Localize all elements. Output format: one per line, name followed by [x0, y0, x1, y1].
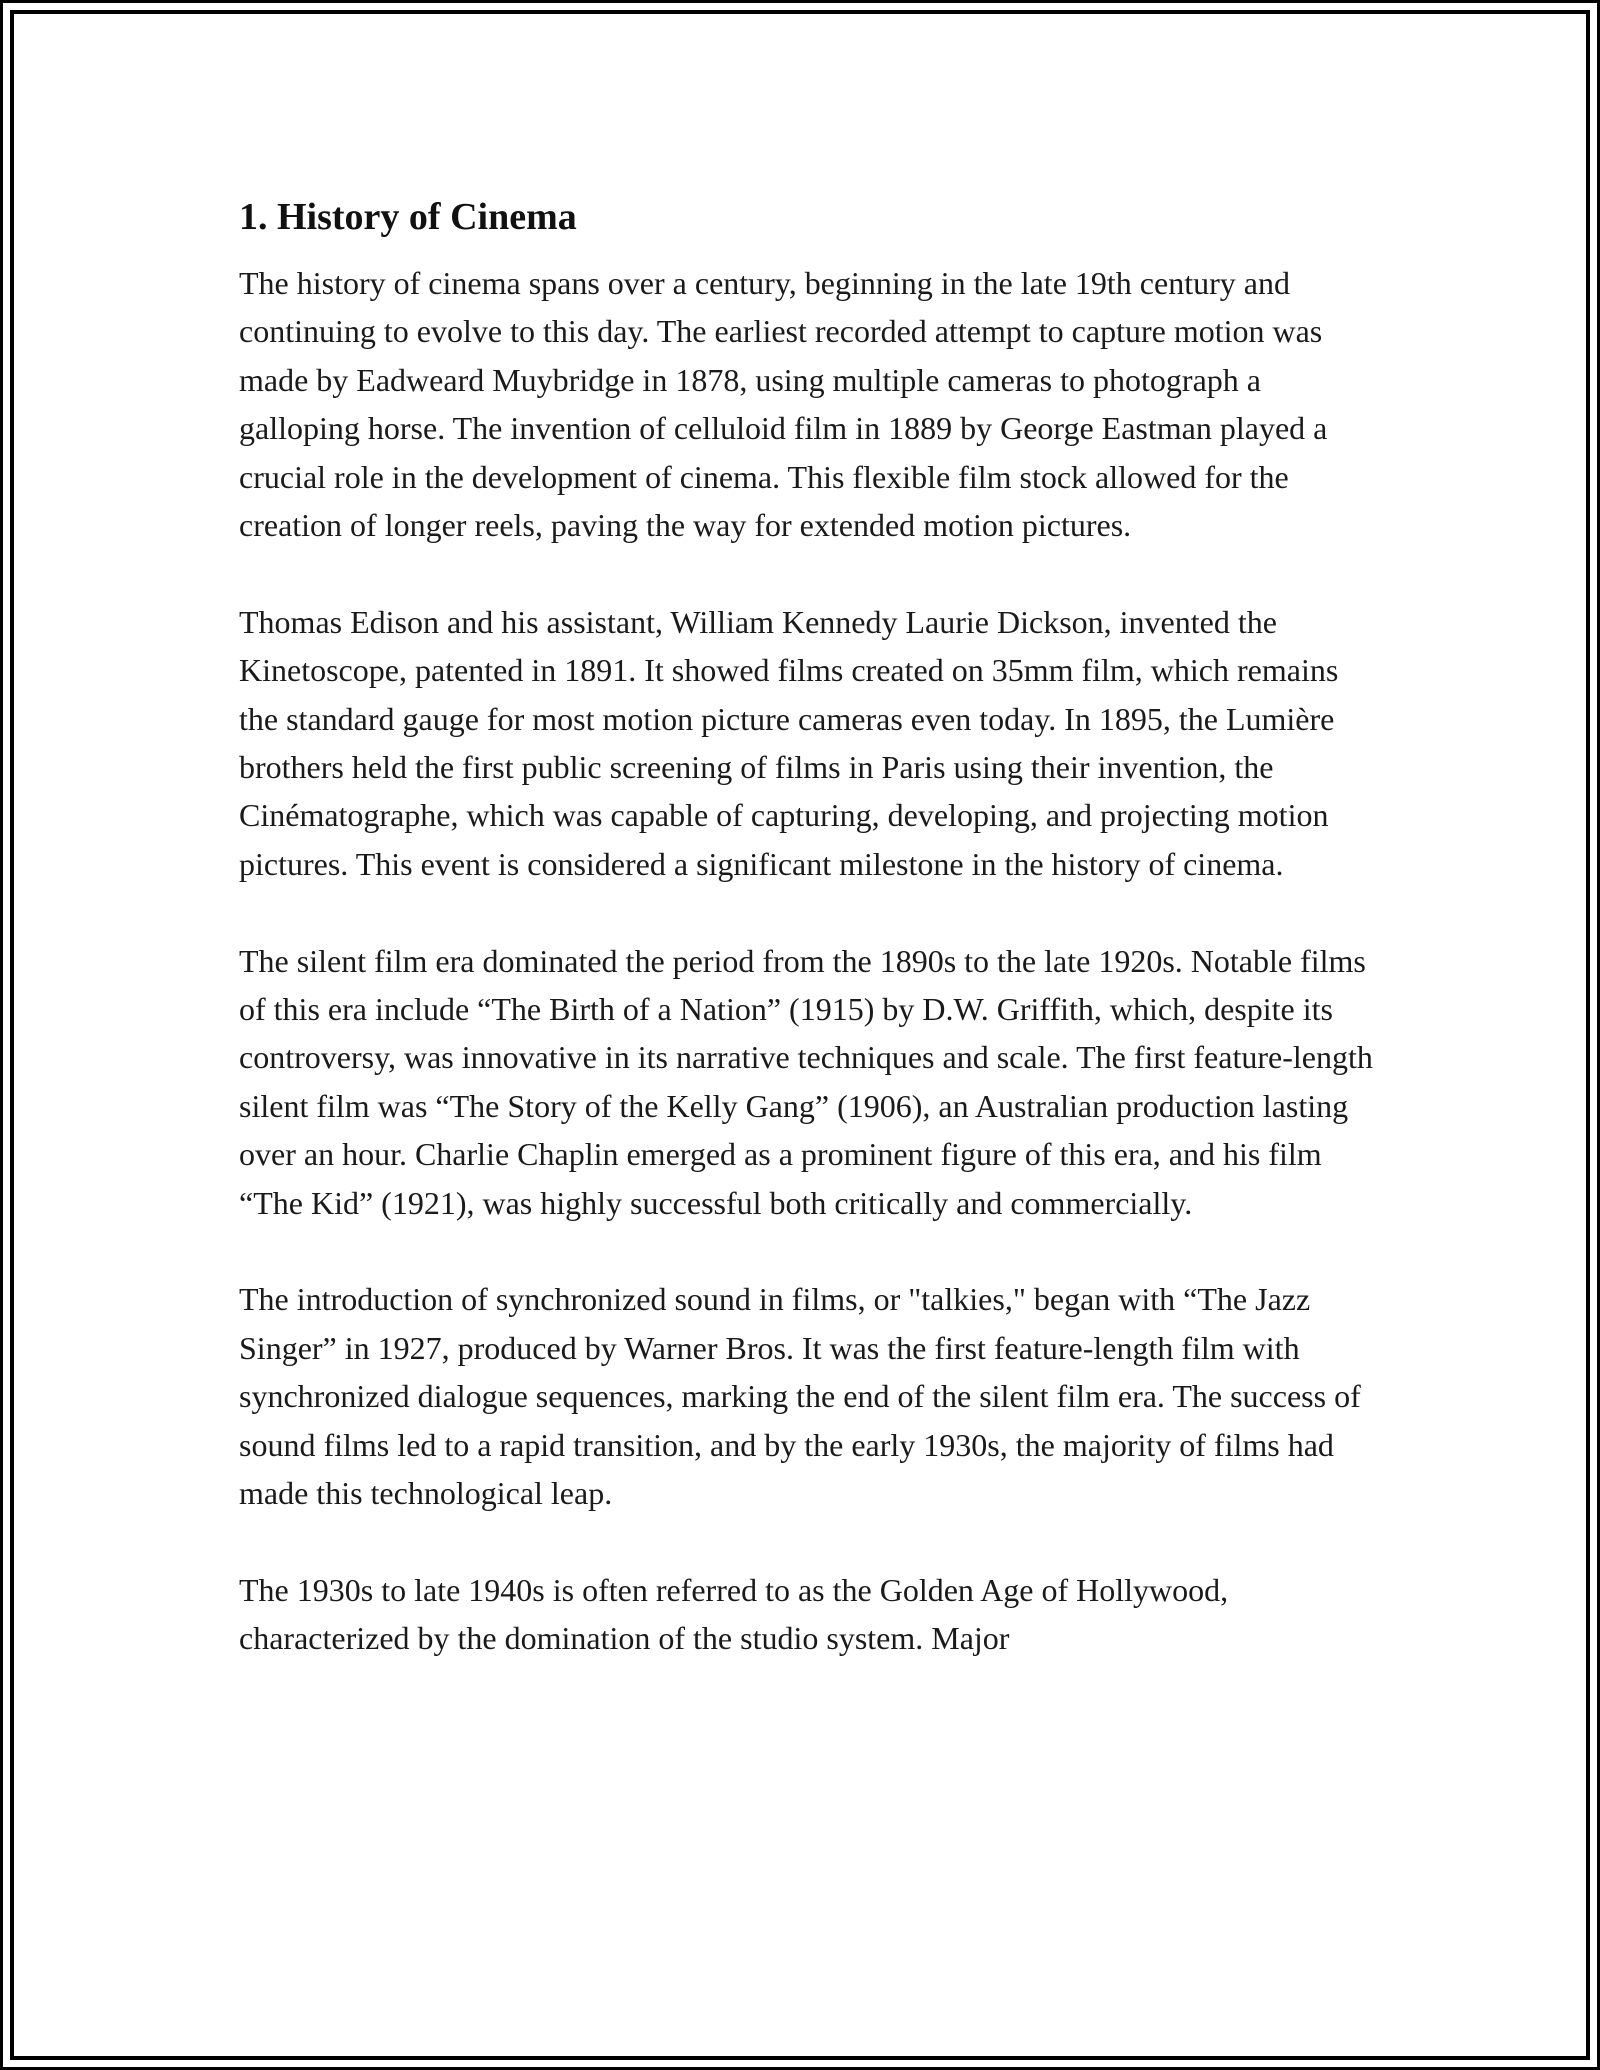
section-title: 1. History of Cinema	[239, 196, 577, 238]
paragraph-early-history: The history of cinema spans over a century, beginning in the late 19th century and continuing to evolve to this day. The earliest recorded attempt to capture motion was made by Eadweard Muybridge in 1878, using multiple cameras to photograph a galloping horse. The invention of celluloid film in 1889 by George Eastman played a crucial role in the development of cinema. This flexible film stock allowed for the creation of longer reels, paving the way for extended motion pictures.	[239, 265, 1328, 544]
paragraph-golden-age: The 1930s to late 1940s is often referred to as the Golden Age of Hollywood, characterized by the domination of the studio system. Major	[239, 1571, 1229, 1657]
paragraph-silent-era: The silent film era dominated the period from the 1890s to the late 1920s. Notable films of this era include “The Birth of a Nation” (1915) by D.W. Griffith, which, despite its controversy, was innovative in its narrative techniques and scale. The first feature-length silent film was “The Story of the Kelly Gang” (1906), an Australian production lasting over an hour. Charlie Chaplin emerged as a prominent figure of this era, and his film “The Kid” (1921), was highly successful both critically and commercially.	[239, 942, 1373, 1221]
paragraph-talkies: The introduction of synchronized sound in films, or "talkies," began with “The Jazz Singer” in 1927, produced by Warner Bros. It was the first feature-length film with synchronized dialogue sequences, marking the end of the silent film era. The success of sound films led to a rapid transition, and by the early 1930s, the majority of films had made this technological leap.	[239, 1281, 1361, 1512]
document-body	[239, 189, 1379, 1711]
paragraph-kinetoscope: Thomas Edison and his assistant, William Kennedy Laurie Dickson, invented the Kinetoscope, patented in 1891. It showed films created on 35mm film, which remains the standard gauge for most motion picture cameras even today. In 1895, the Lumière brothers held the first public screening of films in Paris using their invention, the Cinématographe, which was capable of capturing, developing, and projecting motion pictures. This event is considered a significant milestone in the history of cinema.	[239, 603, 1339, 882]
